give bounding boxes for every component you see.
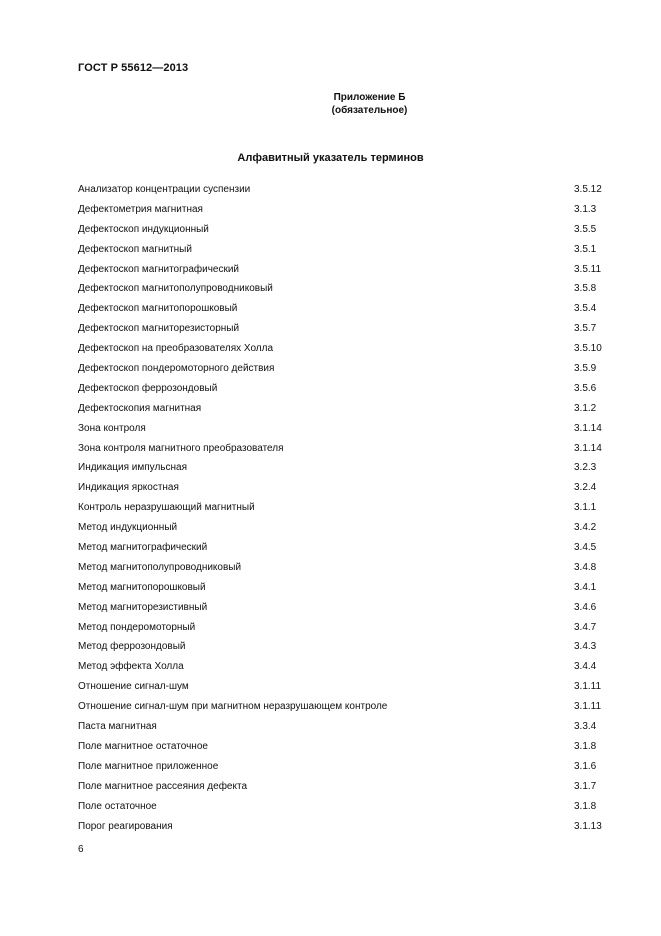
- index-entry: [78, 200, 602, 220]
- term-name: Метод магнитопорошковый: [78, 581, 206, 593]
- term-name: Зона контроля магнитного преобразователя: [78, 442, 284, 454]
- index-entry: [78, 478, 602, 498]
- term-name: Метод феррозондовый: [78, 641, 186, 653]
- term-reference: 3.5.5: [574, 223, 597, 235]
- term-reference: 3.5.8: [574, 283, 597, 295]
- term-name: Дефектоскопия магнитная: [78, 402, 202, 414]
- term-name: Отношение сигнал-шум при магнитном неразрушающем контроле: [78, 701, 388, 713]
- term-name: Дефектометрия магнитная: [78, 203, 203, 215]
- index-entry: [78, 299, 602, 319]
- term-name: Дефектоскоп магнитопорошковый: [78, 303, 238, 315]
- term-reference: 3.5.12: [574, 184, 602, 195]
- term-reference: 3.5.11: [574, 263, 602, 275]
- term-reference: 3.4.5: [574, 542, 597, 554]
- term-name: Метод магниторезистивный: [78, 601, 208, 613]
- term-reference: 3.1.14: [574, 422, 602, 434]
- term-reference: 3.1.8: [574, 740, 597, 752]
- term-name: Дефектоскоп феррозондовый: [78, 382, 218, 394]
- index-entry: [78, 677, 602, 697]
- term-name: Поле магнитное рассеяния дефекта: [78, 780, 248, 792]
- term-reference: 3.5.10: [574, 343, 602, 355]
- term-reference: 3.1.7: [574, 780, 597, 792]
- term-reference: 3.1.1: [574, 502, 597, 514]
- index-entry: [78, 260, 602, 280]
- term-name: Дефектоскоп пондеромоторного действия: [78, 363, 275, 375]
- index-entry: [78, 458, 602, 478]
- term-reference: 3.1.2: [574, 402, 597, 414]
- index-entry: [78, 419, 602, 439]
- index-entry: [78, 518, 602, 538]
- term-reference: 3.1.6: [574, 760, 597, 772]
- index-entry: [78, 757, 602, 777]
- term-name: Метод эффекта Холла: [78, 661, 184, 673]
- term-name: Дефектоскоп магнитополупроводниковый: [78, 283, 273, 295]
- term-reference: 3.1.13: [574, 820, 602, 832]
- term-reference: 3.5.1: [574, 243, 597, 255]
- term-name: Поле магнитное приложенное: [78, 760, 219, 772]
- term-reference: 3.5.6: [574, 382, 597, 394]
- term-reference: 3.2.4: [574, 482, 597, 494]
- term-name: Метод индукционный: [78, 522, 178, 534]
- index-entry: [78, 657, 602, 677]
- index-entry: [78, 777, 602, 797]
- term-name: Анализатор концентрации суспензии: [78, 184, 251, 195]
- page-number: 6: [78, 844, 84, 855]
- index-entry: [78, 279, 602, 299]
- term-reference: 3.4.6: [574, 601, 597, 613]
- term-name: Индикация импульсная: [78, 462, 187, 474]
- term-name: Дефектоскоп магнитный: [78, 243, 192, 255]
- index-entry: [78, 637, 602, 657]
- index-entry: [78, 240, 602, 260]
- term-reference: 3.1.11: [574, 681, 602, 693]
- index-entry: [78, 319, 602, 339]
- index-entry: [78, 578, 602, 598]
- index-entry: [78, 737, 602, 757]
- term-reference: 3.1.8: [574, 800, 597, 812]
- term-name: Метод магнитографический: [78, 542, 208, 554]
- term-name: Порог реагирования: [78, 820, 173, 832]
- term-reference: 3.4.4: [574, 661, 597, 673]
- term-reference: 3.4.7: [574, 621, 597, 633]
- term-name: Дефектоскоп магнитографический: [78, 263, 240, 275]
- index-entry: [78, 439, 602, 459]
- index-entry: [78, 180, 602, 200]
- index-entry: [78, 339, 602, 359]
- term-name: Метод пондеромоторный: [78, 621, 196, 633]
- index-entry: [78, 717, 602, 737]
- index-entry: [78, 379, 602, 399]
- term-reference: 3.4.3: [574, 641, 597, 653]
- term-name: Метод магнитополупроводниковый: [78, 561, 242, 573]
- index-entry: [78, 697, 602, 717]
- term-reference: 3.4.8: [574, 561, 597, 573]
- index-entry: [78, 558, 602, 578]
- term-reference: 3.1.3: [574, 203, 597, 215]
- term-reference: 3.4.1: [574, 581, 597, 593]
- index-entry: [78, 598, 602, 618]
- section-heading: Алфавитный указатель терминов: [237, 152, 424, 164]
- terms-index: [78, 180, 602, 836]
- term-name: Поле остаточное: [78, 800, 157, 812]
- term-name: Поле магнитное остаточное: [78, 740, 208, 752]
- index-entry: [78, 498, 602, 518]
- term-reference: 3.1.14: [574, 442, 602, 454]
- term-reference: 3.5.9: [574, 363, 597, 375]
- index-entry: [78, 359, 602, 379]
- term-reference: 3.5.7: [574, 323, 597, 335]
- term-name: Отношение сигнал-шум: [78, 681, 189, 693]
- term-name: Дефектоскоп магниторезисторный: [78, 323, 240, 335]
- standard-header: ГОСТ Р 55612—2013: [78, 62, 189, 74]
- annex-title: Приложение Б: [333, 92, 406, 103]
- index-entry: [78, 618, 602, 638]
- term-reference: 3.3.4: [574, 721, 597, 733]
- term-name: Дефектоскоп на преобразователях Холла: [78, 343, 274, 355]
- term-reference: 3.5.4: [574, 303, 597, 315]
- term-reference: 3.1.11: [574, 701, 602, 713]
- index-entry: [78, 817, 602, 837]
- term-name: Паста магнитная: [78, 721, 157, 733]
- annex-status: (обязательное): [331, 105, 408, 116]
- term-reference: 3.4.2: [574, 522, 597, 534]
- index-entry: [78, 538, 602, 558]
- term-name: Контроль неразрушающий магнитный: [78, 502, 255, 514]
- term-reference: 3.2.3: [574, 462, 597, 474]
- index-entry: [78, 220, 602, 240]
- term-name: Зона контроля: [78, 422, 146, 434]
- index-entry: [78, 399, 602, 419]
- term-name: Индикация яркостная: [78, 482, 179, 494]
- annex-block: [0, 91, 661, 117]
- term-name: Дефектоскоп индукционный: [78, 223, 209, 235]
- index-entry: [78, 797, 602, 817]
